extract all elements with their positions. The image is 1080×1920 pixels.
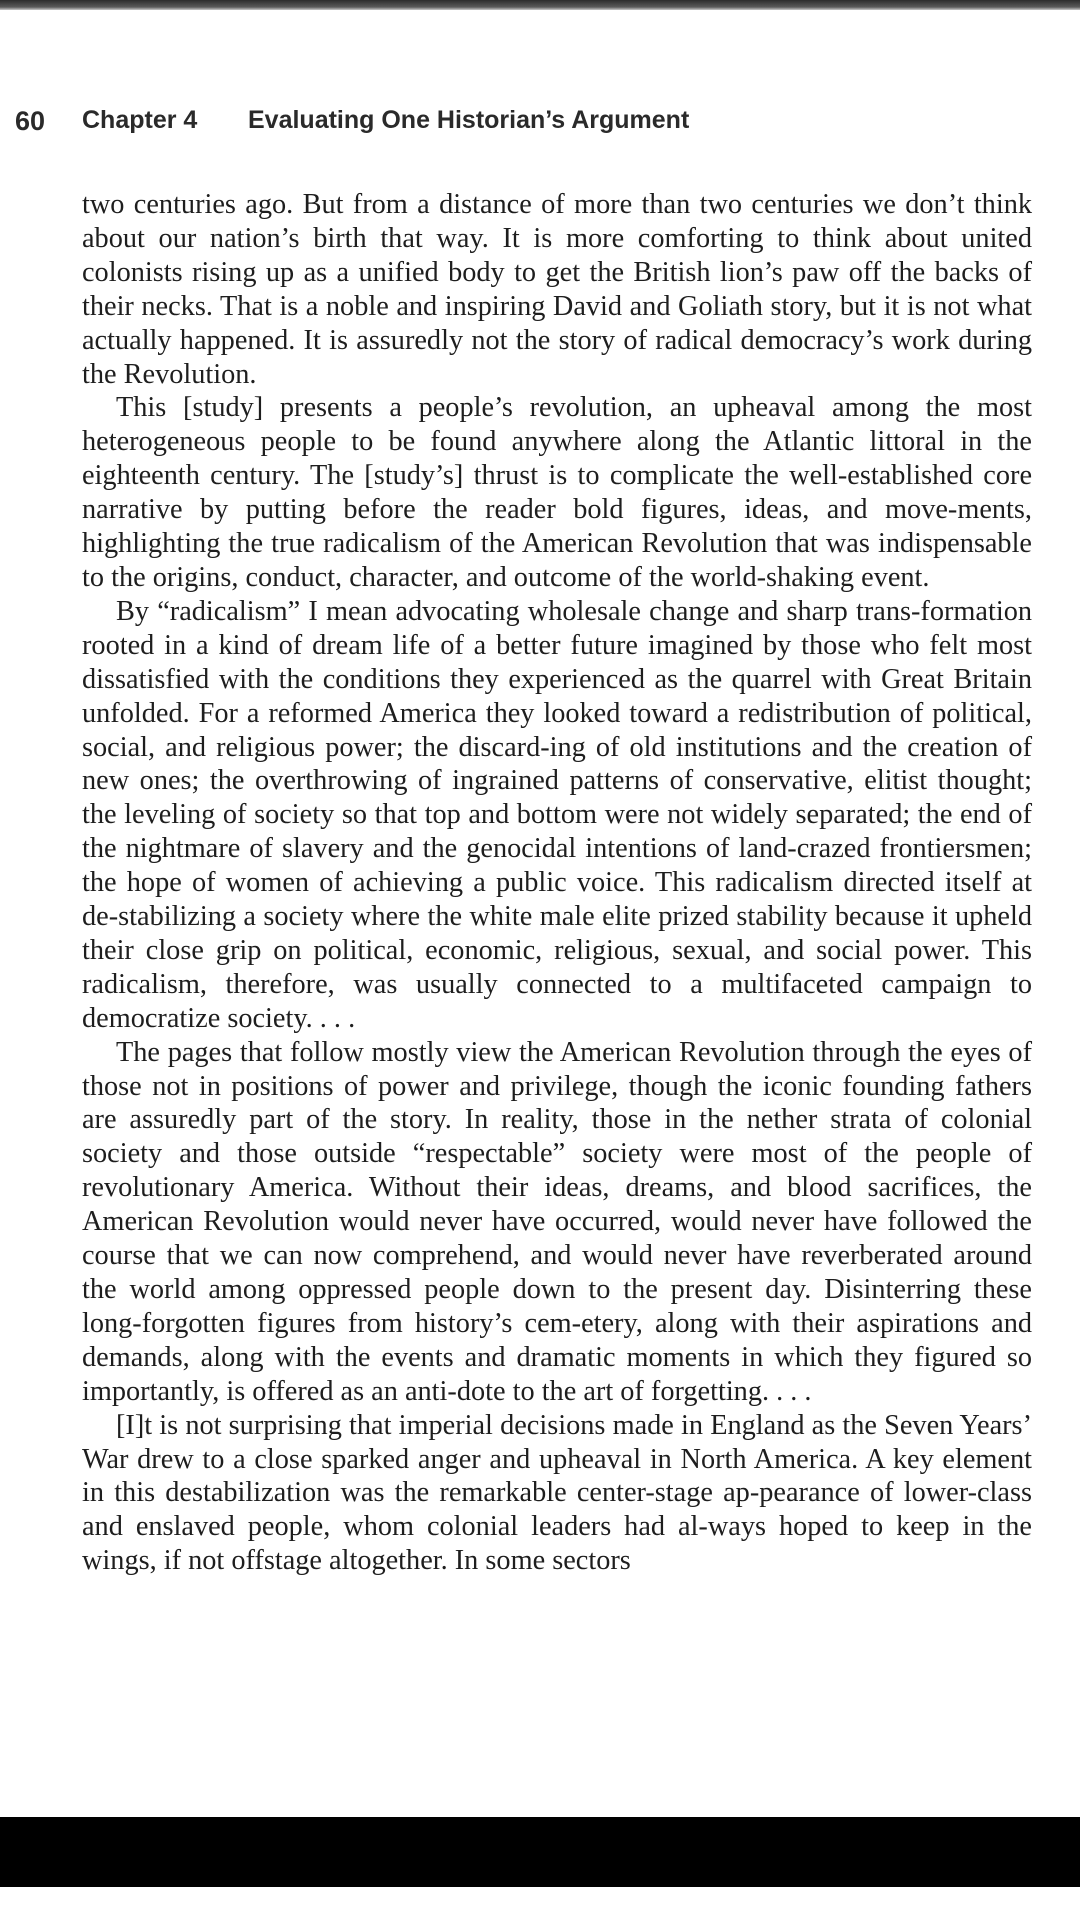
bottom-black-bar [0, 1817, 1080, 1887]
paragraph-1: two centuries ago. But from a distance of more than two centuries we don’t think about our nation’s birth that way. It is more comforting to think about united colonists rising up as a unified body to get the British lion’s paw off the backs of their necks. That is a noble and inspiring David and Goliath story, but it is not what actually happened. It is assuredly not the story of radical democracy’s work during the Revolution. [82, 189, 1032, 390]
running-header [0, 96, 1080, 146]
chapter-title: Evaluating One Historian’s Argument [248, 106, 690, 134]
top-edge-bar [0, 0, 1080, 10]
body-text [82, 188, 1032, 1578]
paragraph-3: By “radicalism” I mean advocating wholesale change and sharp trans-formation rooted in a kind of dream life of a better future imagined by those who felt most dissatisfied with the conditions they experienced as the quarrel with Great Britain unfolded. For a reformed America they looked toward a redistribution of political, social, and religious power; the discard-ing of old institutions and the creation of new ones; the overthrowing of ingrained patterns of conservative, elitist thought; the leveling of society so that top and bottom were not widely separated; the end of the nightmare of slavery and the genocidal intentions of land-crazed frontiersmen; the hope of women of achieving a public voice. This radicalism directed itself at de-stabilizing a society where the white male elite prized stability because it upheld their close grip on political, economic, religious, sexual, and social power. This radicalism, therefore, was usually connected to a multifaceted campaign to democratize society. . . . [82, 595, 1032, 1034]
paragraph-4: The pages that follow mostly view the American Revolution through the eyes of those not in positions of power and privilege, though the iconic founding fathers are assuredly part of the story. In reality, those in the nether strata of colonial society and those outside “respectable” society were most of the people of revolutionary America. Without their ideas, dreams, and blood sacrifices, the American Revolution would never have occurred, would never have followed the course that we can now comprehend, and would never have reverberated around the world among oppressed people down to the present day. Disinterring these long-forgotten figures from history’s cem-etery, along with their aspirations and demands, along with the events and dramatic moments in which they figured so importantly, is offered as an anti-dote to the art of forgetting. . . . [82, 1036, 1032, 1407]
page-number: 60 [15, 106, 46, 136]
paragraph-5: [I]t is not surprising that imperial decisions made in England as the Seven Years’ War drew to a close sparked anger and upheaval in North America. A key element in this destabilization was the remarkable center-stage ap-pearance of lower-class and enslaved people, whom colonial leaders had al-ways hoped to keep in the wings, if not offstage altogether. In some sectors [82, 1409, 1032, 1577]
paragraph-2: This [study] presents a people’s revolution, an upheaval among the most heterogeneous people to be found anywhere along the Atlantic littoral in the eighteenth century. The [study’s] thrust is to complicate the well-established core narrative by putting before the reader bold figures, ideas, and move-ments, highlighting the true radicalism of the American Revolution that was indispensable to the origins, conduct, character, and outcome of the world-shaking event. [82, 392, 1032, 593]
chapter-label: Chapter 4 [82, 106, 198, 134]
